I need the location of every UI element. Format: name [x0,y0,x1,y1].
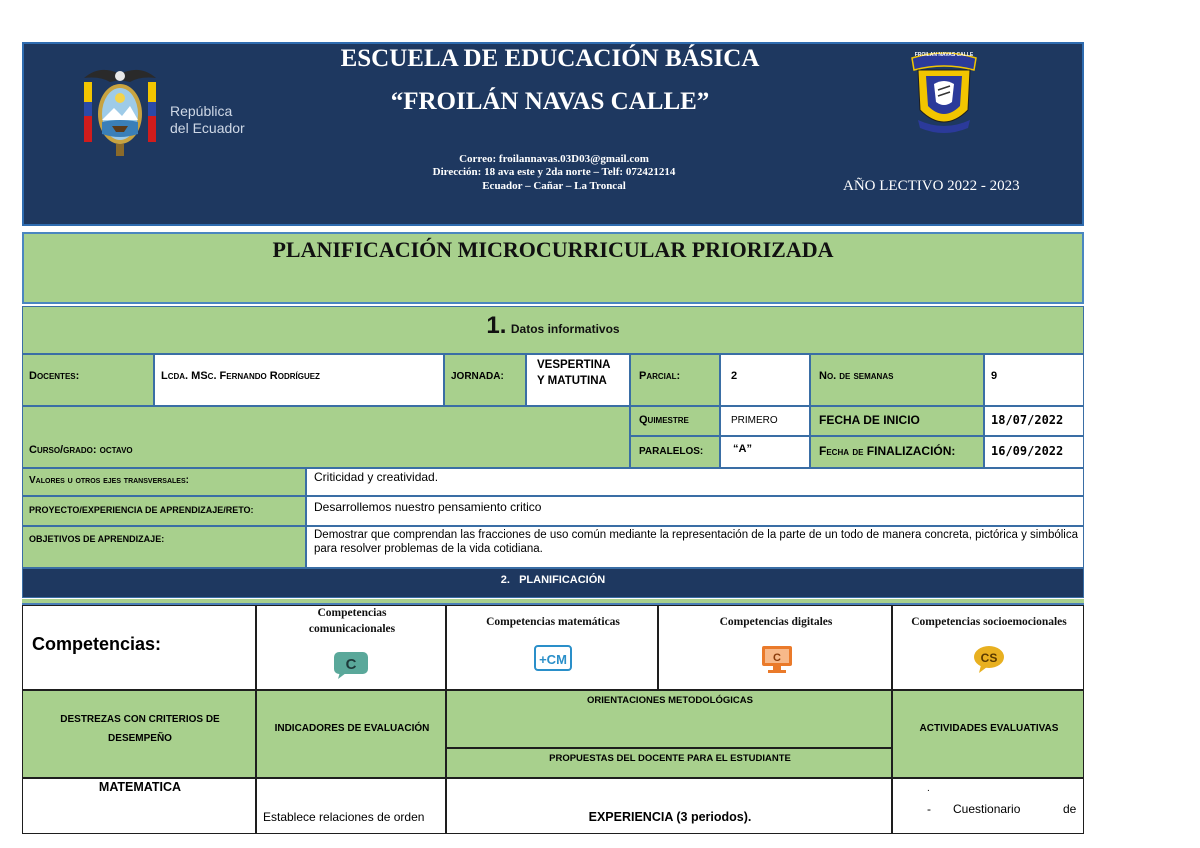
school-logo-text: FROILAN NAVAS CALLE [914,52,974,58]
school-address: Dirección: 18 ava este y 2da norte – Telf: 072421214 [432,166,676,178]
competencia-comunicacional-title-2: comunicacionales [308,623,396,635]
objetivos-value-cell [306,526,1084,568]
fecha-inicio-value-cell [984,406,1084,436]
paralelos-value: “A” [733,443,752,455]
docentes-value: Lcda. MSc. Fernando Rodríguez [161,370,320,382]
jornada-label-cell [444,354,526,406]
planning-title: PLANIFICACIÓN MICROCURRICULAR PRIORIZADA [272,237,834,262]
paralelos-value-cell [720,436,810,468]
actividad-bullet-dot: . [927,783,930,794]
objetivos-label-cell [22,526,306,568]
jornada-value-line1: VESPERTINA [537,359,611,371]
fecha-fin-label-cell [810,436,984,468]
fecha-fin-value: 16/09/2022 [991,444,1064,458]
digital-icon-letter: C [773,652,781,664]
ecuador-coat-of-arms-icon [78,60,162,160]
docentes-value-cell [154,354,444,406]
section1-number: 1. [486,312,507,339]
competencias-label-cell [22,605,256,690]
actividades-header-label: ACTIVIDADES EVALUATIVAS [919,723,1059,734]
section2-heading: 2. PLANIFICACIÓN [500,574,606,586]
indicador-text: Establece relaciones de orden [263,810,425,824]
section1-label: Datos informativos [510,322,620,336]
country-name-line2: del Ecuador [170,120,245,136]
competencia-socioemocional-title: Competencias socioemocionales [911,616,1067,628]
parcial-label: Parcial: [639,370,681,382]
quimestre-value-cell [720,406,810,436]
jornada-value-line2: Y MATUTINA [537,375,607,387]
fecha-inicio-value: 18/07/2022 [991,413,1064,427]
competencia-matematica-title: Competencias matemáticas [486,616,620,628]
proyecto-label-cell [22,496,306,526]
competencia-comunicacional-cell [256,605,446,690]
school-location: Ecuador – Cañar – La Troncal [482,180,626,192]
propuestas-header [446,748,892,778]
objetivos-value: Demostrar que comprendan las fracciones de uso común mediante la representación de la parte de un todo de manera concreta, pictórica y simbólica para resolver problemas de la vida cotidiana. [314,529,1078,555]
school-email: Correo: froilannavas.03D03@gmail.com [459,153,649,165]
quimestre-value: PRIMERO [731,415,778,426]
communication-icon-letter: C [345,656,357,673]
proyecto-label: PROYECTO/EXPERIENCIA DE APRENDIZAJE/RETO: [29,505,254,515]
objetivos-label: OBJETIVOS DE APRENDIZAJE: [29,534,165,544]
actividad-cell [892,778,1084,834]
fecha-inicio-label-cell [810,406,984,436]
curso-cell [22,406,630,468]
valores-label: Valores u otros ejes transversales: [29,475,189,486]
section1-heading [22,312,1084,340]
curso-label: Curso/grado: octavo [29,444,133,456]
actividad-cuestionario: Cuestionario [953,802,1021,816]
country-name-line1: República [170,103,233,119]
semanas-value: 9 [991,370,998,382]
fecha-inicio-label: FECHA DE INICIO [819,413,920,427]
actividad-bullet-dash: - [927,802,931,816]
fecha-fin-value-cell [984,436,1084,468]
competencia-comunicacional-title-1: Competencias [317,607,387,619]
math-competency-icon [533,644,573,672]
parcial-value: 2 [731,370,738,382]
math-icon-text: +CM [539,652,567,667]
communication-competency-icon [332,650,370,680]
competencia-matematica-cell [446,605,658,690]
indicador-cell [256,778,446,834]
destrezas-header-line2: DESEMPEÑO [108,733,172,744]
destrezas-header [22,690,256,778]
school-name-line1: ESCUELA DE EDUCACIÓN BÁSICA [340,45,760,72]
competencia-socioemocional-cell [892,605,1084,690]
valores-label-cell [22,468,306,496]
orientaciones-header-label: ORIENTACIONES METODOLÓGICAS [587,695,753,706]
semanas-value-cell [984,354,1084,406]
competencias-label: Competencias: [32,634,162,654]
valores-value: Criticidad y creatividad. [314,470,439,484]
docentes-label-cell [22,354,154,406]
school-logo-icon [904,50,984,142]
proyecto-value-cell [306,496,1084,526]
valores-value-cell [306,468,1084,496]
docentes-label: Docentes: [29,370,80,382]
jornada-value-cell [526,354,630,406]
fecha-fin-label: Fecha de FINALIZACIÓN: [819,444,956,458]
actividad-de: de [1063,802,1077,816]
orientaciones-header [446,690,892,748]
paralelos-label-cell [630,436,720,468]
propuestas-header-label: PROPUESTAS DEL DOCENTE PARA EL ESTUDIANTE [549,753,791,764]
experiencia-text: EXPERIENCIA (3 periodos). [588,810,752,824]
digital-competency-icon [759,644,795,674]
indicadores-header [256,690,446,778]
quimestre-label-cell [630,406,720,436]
materia-label: MATEMATICA [98,780,182,794]
actividades-header [892,690,1084,778]
quimestre-label: Quimestre [639,414,689,426]
paralelos-label: PARALELOS: [639,446,704,457]
semanas-label-cell [810,354,984,406]
competencia-digital-cell [658,605,892,690]
parcial-label-cell [630,354,720,406]
socioemotional-competency-icon [971,644,1007,674]
proyecto-value: Desarrollemos nuestro pensamiento critico [314,500,542,514]
school-year: AÑO LECTIVO 2022 - 2023 [843,178,1020,194]
socioemotional-icon-text: CS [980,651,998,665]
jornada-label: JORNADA: [451,371,504,382]
parcial-value-cell [720,354,810,406]
destrezas-header-line1: DESTREZAS CON CRITERIOS DE [60,714,220,725]
school-name-line2: “FROILÁN NAVAS CALLE” [390,88,710,115]
experiencia-cell [446,778,892,834]
semanas-label: No. de semanas [819,370,894,382]
materia-cell [22,778,256,834]
competencia-digital-title: Competencias digitales [719,616,833,628]
indicadores-header-label: INDICADORES DE EVALUACIÓN [274,723,430,734]
